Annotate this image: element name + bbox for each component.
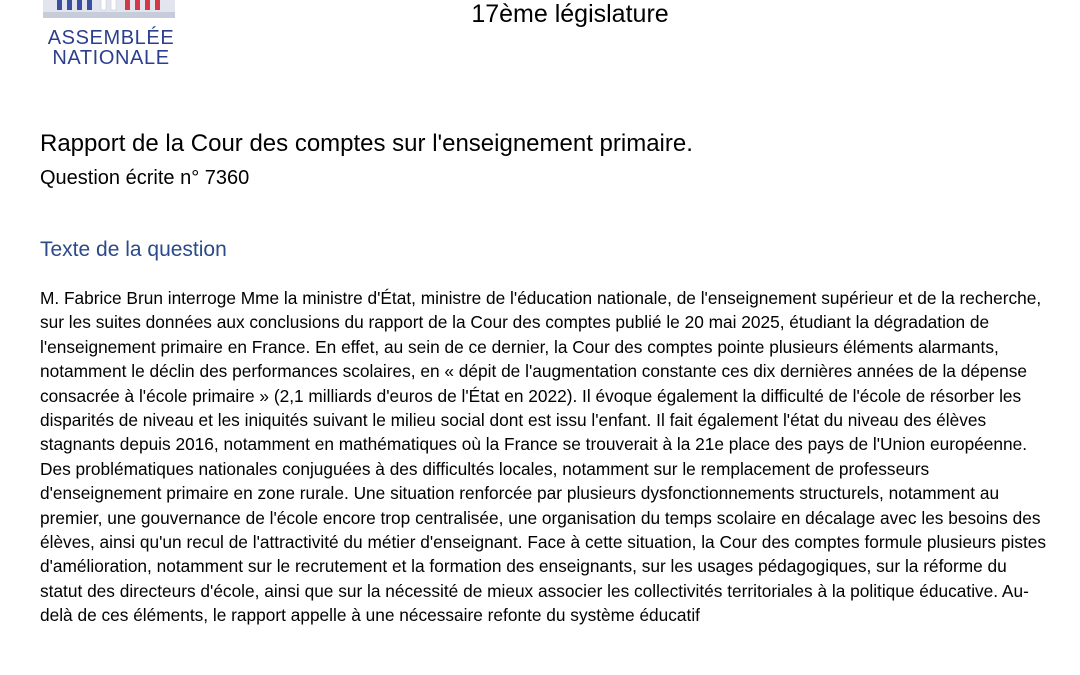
question-title: Rapport de la Cour des comptes sur l'enseignement primaire.: [40, 130, 693, 157]
logo-line-assemblee: ASSEMBLÉE: [47, 27, 175, 49]
logo-wordmark: [41, 28, 181, 68]
legislature-heading: 17ème législature: [471, 0, 669, 28]
question-body-text: M. Fabrice Brun interroge Mme la ministre d'État, ministre de l'éducation nationale, de l'enseignement supérieur et de la recherche, sur les suites données aux conclusions du rapport de la Cour des comptes publié le 20 mai 2025, étudiant la dégradation de l'enseignement primaire en France. En effet, au sein de ce dernier, la Cour des comptes pointe plusieurs éléments alarmants, notamment le déclin des performances scolaires, en « dépit de l'augmentation constante ces dix dernières années de la dépense consacrée à l'école primaire » (2,1 milliards d'euros de l'État en 2022). Il évoque également la difficulté de l'école de résorber les disparités de niveau et les iniquités suivant le milieu social dont est issu l'enfant. Il fait également l'état du niveau des élèves stagnants depuis 2016, notamment en mathématiques où la France se trouverait à la 21e place des pays de l'Union européenne. Des problématiques nationales conjuguées à des difficultés locales, notamment sur le remplacement de professeurs d'enseignement primaire en zone rurale. Une situation renforcée par plusieurs dysfonctionnements structurels, notamment au premier, une gouvernance de l'école encore trop centralisée, une organisation du temps scolaire en décalage avec les besoins des élèves, ainsi qu'un recul de l'attractivité du métier d'enseignant. Face à cette situation, la Cour des comptes formule plusieurs pistes d'amélioration, notamment sur le recrutement et la formation des enseignants, sur les usages pédagogiques, sur la réforme du statut des directeurs d'école, ainsi que sur la nécessité de mieux associer les collectivités territoriales à la politique éducative. Au-delà de ces éléments, le rapport appelle à une nécessaire refonte du système éducatif: [40, 288, 1047, 626]
question-number: Question écrite n° 7360: [40, 167, 250, 189]
logo-line-nationale: NATIONALE: [52, 47, 170, 69]
section-heading-texte: Texte de la question: [40, 238, 227, 261]
